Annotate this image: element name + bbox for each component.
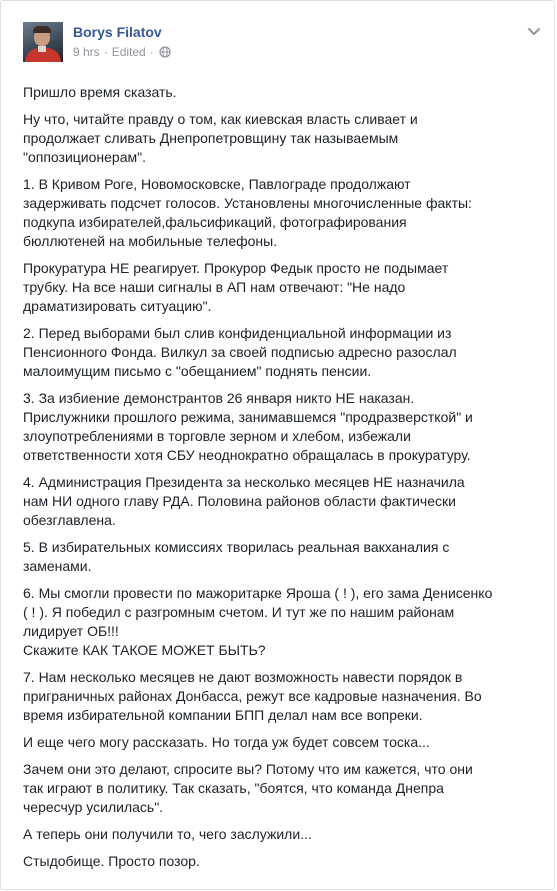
meta-separator: · [149,45,154,59]
post-paragraph: Ну что, читайте правду о том, как киевская власть сливает и продолжает сливать Днепропетровщину так называемым "оппозиционерам". [23,111,418,165]
post-paragraph: Прокуратура НЕ реагирует. Прокурор Федык просто не подымает трубку. На все наши сигналы в АП нам отвечают: "Не надо драматизировать ситуацию". [23,260,449,314]
post-paragraph: И еще чего могу рассказать. Но тогда уж будет совсем тоска... [23,734,430,750]
avatar[interactable] [23,22,63,62]
edited-label[interactable]: Edited [111,45,146,59]
post-paragraph: 7. Нам несколько месяцев не дают возможность навести порядок в приграничных районах Донбасса, режут все кадровые назначения. Во время избирательной компании БПП делал нам все вопреки. [23,669,482,723]
post-paragraph: 4. Администрация Президента за несколько месяцев НЕ назначила нам НИ одного главу РДА. Половина районов области фактически обезглавлена. [23,474,465,528]
post-paragraph: 1. В Кривом Роге, Новомосковске, Павлограде продолжают задерживать подсчет голосов. Установлены многочисленные факты: подкупа избирателей,фальсификаций, фотографирования бюллютеней на мобильные телефоны. [23,176,472,249]
post-paragraph: 5. В избирательных комиссиях творилась реальная вакханалия с заменами. [23,539,450,574]
post-paragraph: Стыдобище. Просто позор. [23,853,200,869]
post-paragraph: 3. За избиение демонстрантов 26 января никто НЕ наказан. Прислужники прошлого режима, занимавшемся "продразверсткой" и злоупотреблениями в торговле зерном и хлебом, избежали ответственности хотя СБУ неоднократно обращалась в прокуратуру. [23,390,473,463]
post-body [23,83,543,879]
post-header [23,21,543,67]
post-paragraph: Пришло время сказать. [23,84,177,100]
meta-separator: · [103,45,108,59]
post-paragraph: А теперь они получили то, чего заслужили... [23,826,312,842]
post-paragraph: Зачем они это делают, спросите вы? Потому что им кажется, что они так играют в политику. Так сказать, "боятся, что команда Днепра чересчур усилилась". [23,761,473,815]
author-name-link[interactable]: Borys Filatov [73,24,162,40]
globe-icon[interactable] [159,46,171,58]
post-paragraph: 2. Перед выборами был слив конфиденциальной информации из Пенсионного Фонда. Вилкул за своей подписью адресно разослал малоимущим письмо с "обещанием" поднять пенсии. [23,325,457,379]
post-paragraph: 6. Мы смогли провести по мажоритарке Яроша ( ! ), его зама Денисенко ( ! ). Я победил с разгромным счетом. И тут же по нашим районам лидирует ОБ!!! Скажите КАК ТАКОЕ МОЖЕТ БЫТЬ? [23,585,493,658]
chevron-down-icon[interactable] [525,25,543,39]
post-timestamp[interactable]: 9 hrs [73,45,100,59]
post-meta [73,45,171,59]
